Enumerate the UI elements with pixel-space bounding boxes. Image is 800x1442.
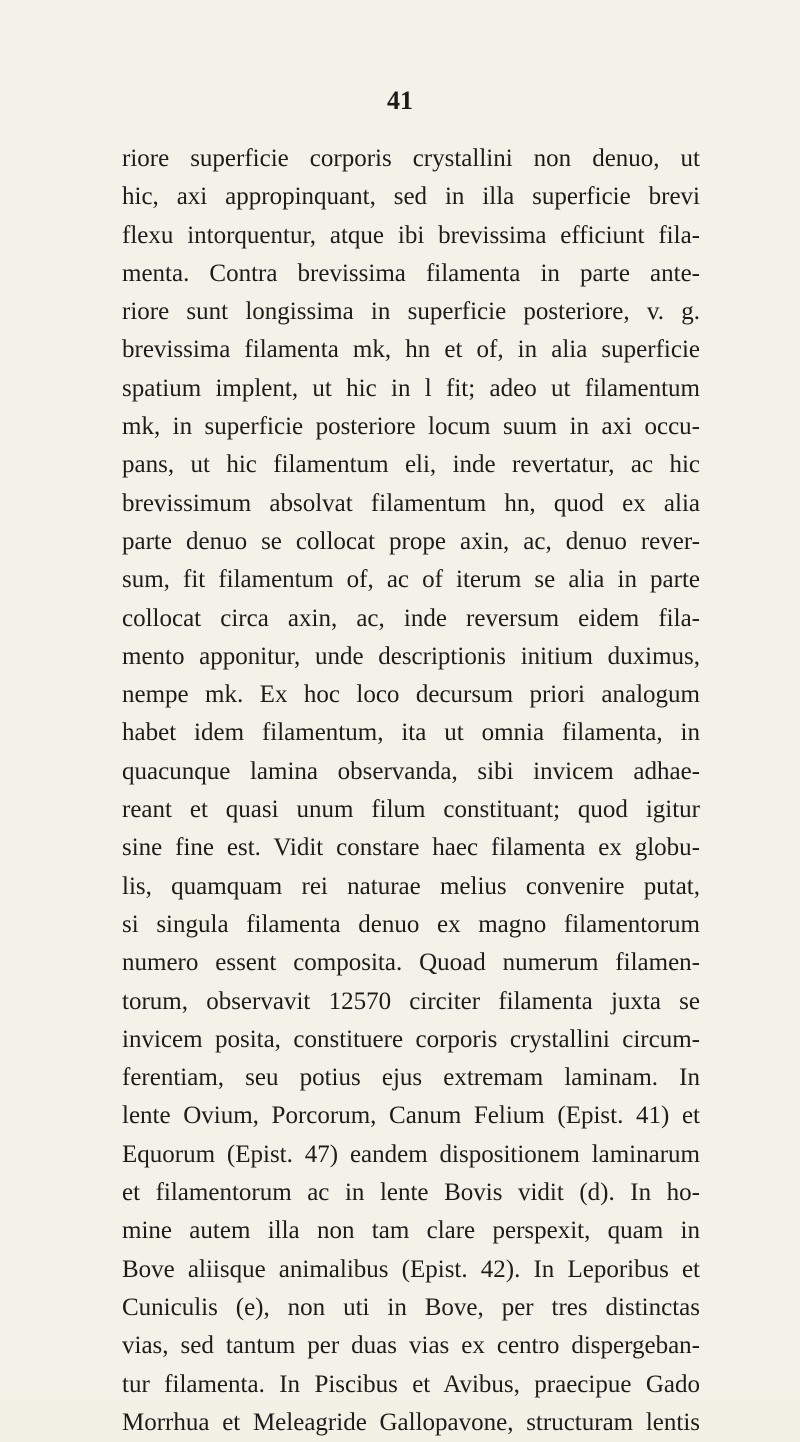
text-line: lente Ovium, Porcorum, Canum Felium (Epist. 41) et [122, 1102, 700, 1130]
text-line: sum, fit filamentum of, ac of iterum se alia in parte [122, 566, 700, 594]
text-line: reant et quasi unum filum constituant; quod igitur [122, 796, 700, 824]
page-number: 41 [387, 86, 413, 115]
text-line: flexu intorquentur, atque ibi brevissima efficiunt fila- [122, 221, 700, 249]
text-line: Morrhua et Meleagride Gallopavone, structuram lentis [122, 1408, 700, 1436]
text-line: brevissima filamenta mk, hn et of, in alia superficie [122, 336, 700, 364]
text-line: ferentiam, seu potius ejus extremam laminam. In [122, 1064, 700, 1092]
text-line: vias, sed tantum per duas vias ex centro dispergeban- [122, 1332, 700, 1360]
text-line: lis, quamquam rei naturae melius convenire putat, [122, 872, 700, 900]
text-line: pans, ut hic filamentum eli, inde revertatur, ac hic [122, 451, 700, 479]
text-line: Equorum (Epist. 47) eandem dispositionem laminarum [122, 1140, 700, 1168]
text-line: hic, axi appropinquant, sed in illa superficie brevi [122, 183, 700, 211]
text-line: mento apponitur, unde descriptionis initium duximus, [122, 642, 700, 670]
text-line: numero essent composita. Quoad numerum filamen- [122, 949, 700, 977]
text-line: riore superficie corporis crystallini non denuo, ut [122, 145, 700, 172]
body-text [122, 140, 700, 1442]
text-line: sine fine est. Vidit constare haec filamenta ex globu- [122, 834, 700, 862]
text-line: spatium implent, ut hic in l fit; adeo ut filamentum [122, 374, 700, 402]
text-line: Bove aliisque animalibus (Epist. 42). In Leporibus et [122, 1255, 700, 1283]
text-line: collocat circa axin, ac, inde reversum eidem fila- [122, 604, 700, 632]
text-line: nempe mk. Ex hoc loco decursum priori analogum [122, 681, 700, 709]
text-line: parte denuo se collocat prope axin, ac, denuo rever- [122, 527, 700, 555]
text-line: quacunque lamina observanda, sibi invicem adhae- [122, 757, 700, 785]
text-line: invicem posita, constituere corporis crystallini circum- [122, 1025, 700, 1053]
text-line: habet idem filamentum, ita ut omnia filamenta, in [122, 719, 700, 747]
text-line: si singula filamenta denuo ex magno filamentorum [122, 910, 700, 938]
text-line: riore sunt longissima in superficie posteriore, v. g. [122, 298, 700, 326]
text-line: mine autem illa non tam clare perspexit, quam in [122, 1217, 700, 1245]
text-line: tur filamenta. In Piscibus et Avibus, praecipue Gado [122, 1370, 700, 1398]
text-line: et filamentorum ac in lente Bovis vidit (d). In ho- [122, 1179, 700, 1207]
text-line: Cuniculis (e), non uti in Bove, per tres distinctas [122, 1293, 700, 1321]
text-line: menta. Contra brevissima filamenta in parte ante- [122, 259, 700, 287]
text-line: torum, observavit 12570 circiter filamenta juxta se [122, 987, 700, 1015]
text-line: brevissimum absolvat filamentum hn, quod ex alia [122, 489, 700, 517]
text-line: mk, in superficie posteriore locum suum in axi occu- [122, 413, 700, 441]
